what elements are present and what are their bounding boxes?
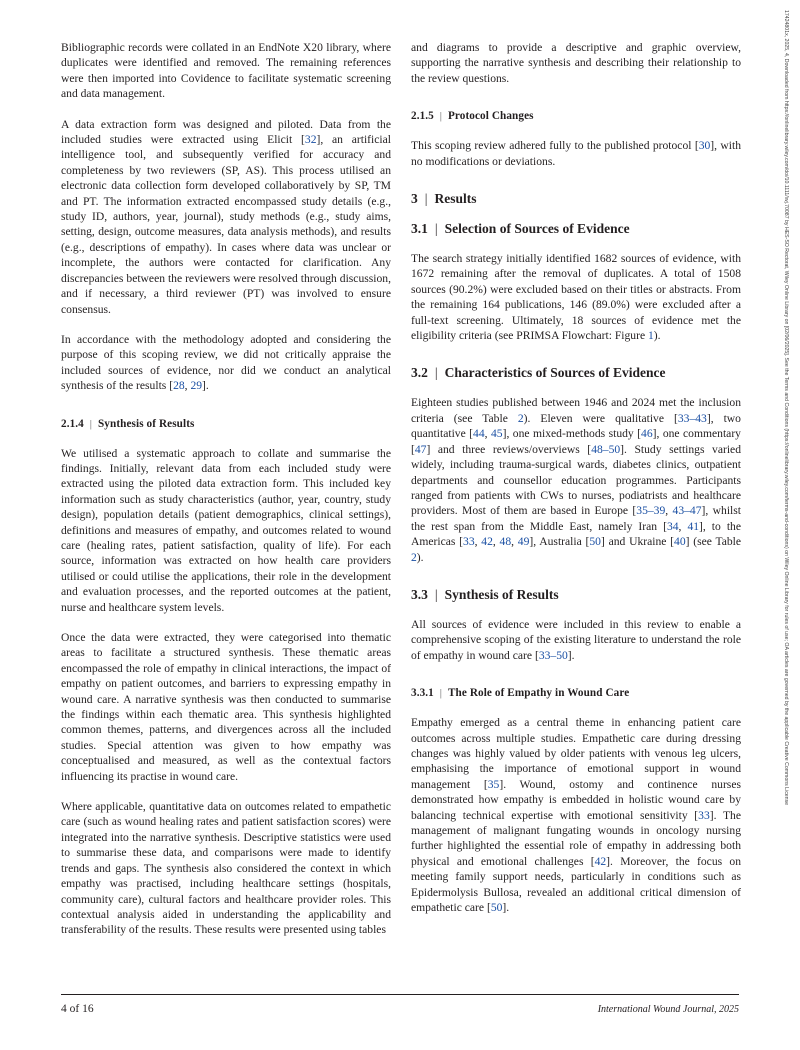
text-run: ). [416, 550, 424, 564]
citation-link[interactable]: 34 [666, 519, 679, 533]
section-heading-3-3-1: 3.3.1 | The Role of Empathy in Wound Care [411, 687, 630, 700]
section-number: 2.1.4 [61, 417, 84, 430]
table-link[interactable]: 2 [411, 550, 417, 564]
citation-link[interactable]: 35–39 [636, 504, 666, 518]
section-heading-3-3: 3.3 | Synthesis of Results [411, 586, 559, 602]
page-number: 4 of 16 [61, 1003, 94, 1015]
text-run: ]. [567, 648, 575, 662]
section-heading-2-1-5: 2.1.5 | Protocol Changes [411, 110, 534, 123]
text-run: ). Eleven were qualitative [ [523, 411, 678, 425]
citation-link[interactable]: 33–43 [677, 411, 707, 425]
citation-link[interactable]: 41 [687, 519, 700, 533]
citation-link[interactable]: 32 [304, 133, 317, 147]
text-run: ] (see Table [685, 535, 742, 549]
paragraph [411, 251, 741, 343]
citation-link[interactable]: 30 [698, 139, 711, 153]
citation-link[interactable]: 50 [589, 535, 601, 549]
text-run: Empathy emerged as a central theme in enhancing patient care outcomes across multiple studies. Empathetic care during dressing changes was highly valued by older patients with venous leg ulcers, emphasising the importance of emotional support in wound management [ [411, 716, 741, 791]
text-run: ], one commentary [ [411, 427, 741, 456]
paragraph: Bibliographic records were collated in an EndNote X20 library, where duplicates were identified and removed. The remaining references were then imported into Covidence to facilitate systematic screening and data management. [61, 41, 391, 101]
text-run: All sources of evidence were included in this review to enable a comprehensive scoping of the existing literature to understand the role of empathy in wound care [ [411, 617, 741, 662]
citation-link[interactable]: 33 [463, 535, 475, 549]
journal-name: International Wound Journal, 2025 [597, 1004, 739, 1015]
text-run: , [184, 379, 191, 393]
section-number: 3.2 [411, 365, 428, 381]
paragraph: and diagrams to provide a descriptive and graphic overview, supporting the narrative synthesis and describing their relationship to the review questions. [411, 41, 741, 85]
citation-link[interactable]: 49 [517, 535, 530, 549]
figure-link[interactable]: 1 [648, 329, 654, 343]
citation-link[interactable]: 47 [414, 442, 427, 456]
text-run: This scoping review adhered fully to the published protocol [ [411, 139, 699, 153]
section-heading-2-1-4: 2.1.4 | Synthesis of Results [61, 417, 195, 430]
text-run: ], to the Americas [ [411, 519, 741, 549]
text-run: ]. Study settings varied widely, including trauma-surgical wards, diabetes clinics, outpatient departments and counsellor education programmes. Participants ranged from patients with CWs to nurses, podiatrists and healthcare providers. Most of them are based in Europe [ [411, 442, 741, 518]
right-column [411, 40, 741, 930]
text-run: ] and three reviews/overviews [ [426, 442, 592, 456]
citation-link[interactable]: 29 [190, 379, 203, 393]
paragraph [61, 332, 391, 394]
text-run: The search strategy initially identified 1682 sources of evidence, with 1672 remaining after the removal of duplicates. A total of 1508 sources (90.2%) were excluded based on their titles or abstracts. From the remaining 164 publications, 146 (89.0%) were excluded after a full-text screening. Ultimately, 18 sources of evidence met the eligibility criteria (see PRIMSA Flowchart: Figure [411, 252, 741, 343]
text-run: , [678, 519, 688, 533]
citation-link[interactable]: 33 [698, 808, 710, 822]
paragraph [411, 617, 741, 663]
citation-link[interactable]: 45 [491, 427, 503, 441]
section-title: The Role of Empathy in Wound Care [447, 687, 630, 700]
text-run: ], one mixed-methods study [ [502, 427, 642, 441]
citation-link[interactable]: 42 [594, 854, 607, 868]
text-run: ], Australia [ [529, 535, 590, 549]
text-run: , [474, 535, 482, 549]
section-title: Protocol Changes [447, 110, 534, 123]
paragraph [411, 395, 741, 564]
left-column [61, 40, 391, 953]
paragraph: We utilised a systematic approach to collate and summarise the findings. Initially, relevant data from each included study were extracted using the piloted data extraction form. This included key information such as study characteristics (author, year, country, study design), population details (patient demographics, clinical settings), definitions and measures of empathy, and outcomes related to wound care (healing rates, patient satisfaction, quality of life). For each source, information was extracted on how health care providers utilised or could utilise the applications, their role in the development and evaluation processes, and the reported outcomes at the patient, nurse and healthcare system levels. [61, 446, 391, 614]
text-run: ], an artificial intelligence tool, and subsequently verified for accuracy and completeness by two reviewers (SP, AS). This process utilised an electronic data collection form developed collaboratively by SP, TM and PT. The information extracted encompassed study details (e.g., study ID, authors, year, journal), study methods (e.g., study aims, setting, design, outcome measures, data analysis methods), and results (e.g., descriptions of empathy). In cases where data was unclear or incomplete, the authors were contacted for clarification. Any discrepancies between the reviewers were resolved through discussion, and if necessary, a third reviewer (PT) was involved to ensure consensus. [61, 133, 392, 316]
text-run: , [484, 427, 491, 441]
section-title: Selection of Sources of Evidence [444, 221, 630, 237]
citation-link[interactable]: 44 [473, 427, 485, 441]
text-run: ], whilst the rest span from the Middle East, namely Iran [ [411, 504, 741, 533]
citation-link[interactable]: 42 [481, 535, 493, 549]
paragraph: Where applicable, quantitative data on outcomes related to empathetic care (such as wound healing rates and patient satisfaction scores) were integrated into the narrative synthesis. Descriptive statistics were used to summarise these data, and comparisons were made to identify trends and gaps. The synthesis also considered the context in which empathy was practised, including healthcare settings (hospitals, community care), cultural factors and healthcare provider roles. This contextual analysis aided in understanding the applicability and transferability of the results. These results were presented using tables [61, 800, 391, 937]
section-number: 3.1 [411, 221, 428, 237]
text-run: , [492, 535, 500, 549]
citation-link[interactable]: 46 [641, 427, 653, 441]
section-title: Synthesis of Results [444, 586, 559, 602]
text-run: ]. [502, 901, 510, 915]
citation-link[interactable]: 33–50 [538, 648, 568, 662]
section-heading-3: 3 | Results [411, 191, 477, 207]
section-number: 2.1.5 [411, 110, 434, 123]
text-run: A data extraction form was designed and piloted. Data from the included studies were extracted using Elicit [ [61, 117, 391, 147]
download-notice: 17424801x, 2025, 4, Downloaded from https://onlinelibrary.wiley.com/doi/10.1111/iwj.70087 by HES-SO Rectorat, Wiley Online Library on [02/06/2025]. See the Terms and Conditions (https://onlinelibrary.wiley.com/terms-and-conditions) on Wiley Online Library for rules of use; OA articles are governed by the applicable Creative Commons License [783, 10, 789, 806]
text-run: ], with no modifications or deviations. [411, 139, 741, 168]
citation-link[interactable]: 48 [499, 535, 512, 549]
citation-link[interactable]: 48–50 [591, 442, 621, 456]
text-run: ], two quantitative [ [411, 411, 741, 441]
text-run: In accordance with the methodology adopted and considering the purpose of this scoping review, we did not critically appraise the included sources of evidence, nor did we conduct an analytical synthesis of the results [ [61, 332, 391, 393]
text-run: ). [653, 329, 661, 343]
section-title: Characteristics of Sources of Evidence [444, 365, 666, 381]
text-run: ]. The management of malignant fungating wounds in oncology nursing further highlighted the essential role of empathy in addressing both physical and emotional challenges [ [411, 808, 741, 868]
footer-divider [61, 994, 739, 995]
citation-link[interactable]: 50 [490, 901, 503, 915]
section-title: Synthesis of Results [97, 417, 195, 430]
citation-link[interactable]: 43–47 [672, 504, 702, 518]
section-number: 3.3 [411, 586, 428, 602]
text-run: ] and Ukraine [ [600, 535, 675, 549]
section-number: 3.3.1 [411, 687, 434, 700]
citation-link[interactable]: 35 [487, 777, 500, 791]
text-run: ]. [202, 379, 209, 393]
paragraph [411, 138, 741, 169]
table-link[interactable]: 2 [517, 411, 524, 425]
paragraph: Once the data were extracted, they were categorised into thematic areas to facilitate a structured synthesis. These thematic areas encompassed the role of empathy in clinical interactions, the impact of empathy on patient outcomes, and barriers to expressing empathy in wound care. A narrative synthesis was then conducted to summarise the findings within each thematic area. This synthesis highlighted common themes, patterns, and divergences across all the included studies. Special attention was given to how empathy was conceptualised and measured, as well as the contextual factors influencing its practise in wound care. [61, 631, 391, 783]
section-number: 3 [411, 191, 418, 207]
text-run: ]. Wound, ostomy and continence nurses demonstrated how empathy is embedded in holistic wound care by balancing technical expertise with emotional sensitivity [ [411, 777, 741, 822]
section-heading-3-1: 3.1 | Selection of Sources of Evidence [411, 221, 630, 237]
text-run: ]. Moreover, the focus on meeting family support needs, particularly in conditions such as Epidermolysis Bullosa, revealed an additional critical dimension of empathetic care [ [411, 854, 741, 915]
text-run: Eighteen studies published between 1946 and 2024 met the inclusion criteria (see Table [411, 396, 741, 425]
text-run: , [511, 535, 518, 549]
text-run: , [665, 504, 673, 518]
section-title: Results [434, 191, 477, 207]
paragraph [411, 715, 741, 915]
citation-link[interactable]: 28 [173, 379, 185, 393]
section-heading-3-2: 3.2 | Characteristics of Sources of Evidence [411, 365, 666, 381]
paragraph [61, 117, 391, 317]
citation-link[interactable]: 40 [674, 535, 686, 549]
